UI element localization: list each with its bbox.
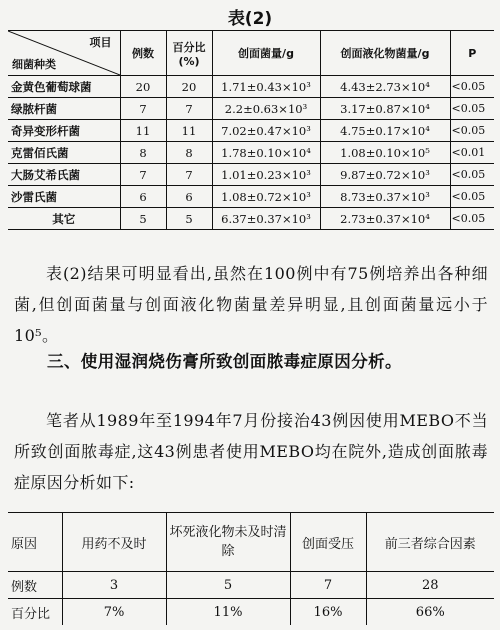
p-value-cell: <0.01 [450, 142, 494, 164]
p-value-cell: <0.05 [450, 120, 494, 142]
fluid-load-cell: 3.17±0.87×10⁴ [320, 98, 450, 120]
col-header-fluid-load: 创面液化物菌量/g [320, 31, 450, 76]
p-value-cell: <0.05 [450, 76, 494, 98]
cause-header-cell: 坏死液化物未及时清除 [166, 513, 290, 572]
bacteria-name: 其它 [8, 208, 120, 230]
table-row [8, 164, 494, 186]
fluid-load-cell: 8.73±0.37×10³ [320, 186, 450, 208]
count-cell: 7 [120, 164, 166, 186]
percent-cell: 11 [166, 120, 212, 142]
percent-header-line1: 百分比 [172, 40, 206, 54]
col-header-p: P [450, 31, 494, 76]
wound-load-cell: 7.02±0.47×10³ [212, 120, 320, 142]
table-row [8, 120, 494, 142]
table-row [8, 142, 494, 164]
percent-cell: 7 [166, 164, 212, 186]
fluid-load-cell: 1.08±0.10×10⁵ [320, 142, 450, 164]
wound-load-cell: 6.37±0.37×10³ [212, 208, 320, 230]
count-cell: 28 [366, 572, 494, 599]
count-cell: 5 [120, 208, 166, 230]
p-value-cell: <0.05 [450, 164, 494, 186]
wound-load-cell: 1.78±0.10×10⁴ [212, 142, 320, 164]
count-cell: 20 [120, 76, 166, 98]
p-value-cell: <0.05 [450, 98, 494, 120]
percent-cell: 7 [166, 98, 212, 120]
cause-percent-row [8, 599, 494, 626]
bacteria-table [8, 30, 494, 230]
cause-count-row [8, 572, 494, 599]
bacteria-name: 大肠艾希氏菌 [8, 164, 120, 186]
table-row [8, 76, 494, 98]
cause-header-label: 原因 [8, 513, 62, 572]
wound-load-cell: 1.01±0.23×10³ [212, 164, 320, 186]
bacteria-name: 金黄色葡萄球菌 [8, 76, 120, 98]
fluid-load-cell: 2.73±0.37×10⁴ [320, 208, 450, 230]
analysis-paragraph: 笔者从1989年至1994年7月份接治43例因使用MEBO不当所致创面脓毒症,这43例患者使用MEBO均在院外,造成创面脓毒症原因分析如下: [14, 411, 488, 492]
count-cell: 8 [120, 142, 166, 164]
section-heading: 三、使用湿润烧伤膏所致创面脓毒症原因分析。 [47, 352, 402, 371]
count-cell: 11 [120, 120, 166, 142]
percent-row-label: 百分比 [8, 599, 62, 626]
percent-cell: 66% [366, 599, 494, 626]
percent-cell: 16% [290, 599, 366, 626]
fluid-load-cell: 4.75±0.17×10⁴ [320, 120, 450, 142]
table-row [8, 98, 494, 120]
bacteria-name: 奇异变形杆菌 [8, 120, 120, 142]
col-header-count: 例数 [120, 31, 166, 76]
col-header-wound-load: 创面菌量/g [212, 31, 320, 76]
col-header-percent [166, 31, 212, 76]
result-paragraph: 表(2)结果可明显看出,虽然在100例中有75例培养出各种细菌,但创面菌量与创面液化物菌量差异明显,且创面菌量远小于10⁵。 [14, 264, 488, 345]
percent-cell: 5 [166, 208, 212, 230]
bacteria-name: 绿脓杆菌 [8, 98, 120, 120]
count-cell: 7 [120, 98, 166, 120]
table-row [8, 186, 494, 208]
fluid-load-cell: 9.87±0.72×10³ [320, 164, 450, 186]
table-header-row [8, 31, 494, 76]
percent-cell: 6 [166, 186, 212, 208]
cause-header-cell: 前三者综合因素 [366, 513, 494, 572]
percent-cell: 11% [166, 599, 290, 626]
diag-bottom-label: 细菌种类 [12, 58, 56, 71]
wound-load-cell: 1.08±0.72×10³ [212, 186, 320, 208]
cause-table [8, 512, 494, 625]
table-2-caption: 表(2) [227, 9, 273, 29]
percent-header-line2: (%) [178, 54, 200, 68]
cause-header-cell: 用药不及时 [62, 513, 166, 572]
cause-header-row [8, 513, 494, 572]
p-value-cell: <0.05 [450, 186, 494, 208]
diagonal-header-cell [8, 31, 120, 76]
table-row [8, 208, 494, 230]
count-cell: 3 [62, 572, 166, 599]
cause-header-cell: 创面受压 [290, 513, 366, 572]
count-cell: 5 [166, 572, 290, 599]
wound-load-cell: 2.2±0.63×10³ [212, 98, 320, 120]
wound-load-cell: 1.71±0.43×10³ [212, 76, 320, 98]
bacteria-name: 沙雷氏菌 [8, 186, 120, 208]
count-cell: 7 [290, 572, 366, 599]
count-cell: 6 [120, 186, 166, 208]
percent-cell: 20 [166, 76, 212, 98]
p-value-cell: <0.05 [450, 208, 494, 230]
percent-cell: 7% [62, 599, 166, 626]
percent-cell: 8 [166, 142, 212, 164]
count-row-label: 例数 [8, 572, 62, 599]
fluid-load-cell: 4.43±2.73×10⁴ [320, 76, 450, 98]
diag-top-label: 项目 [89, 36, 112, 49]
bacteria-name: 克雷佰氏菌 [8, 142, 120, 164]
